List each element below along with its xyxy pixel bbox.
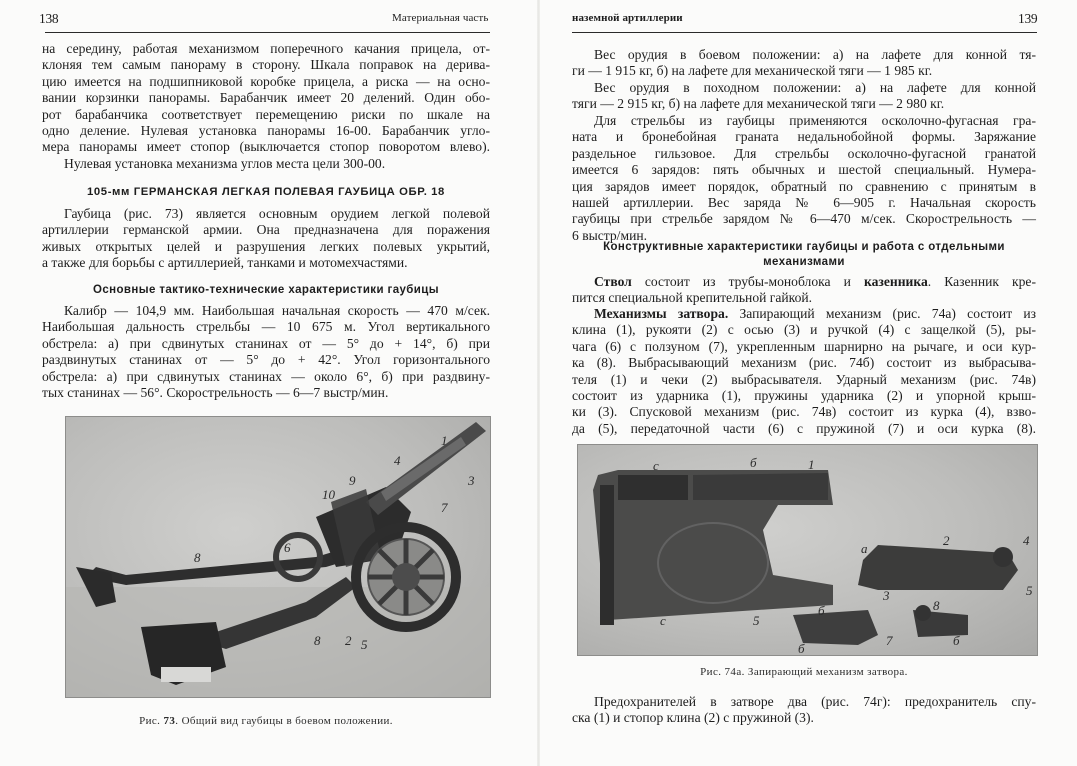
page-number: 138: [39, 11, 59, 26]
header-rule: [572, 32, 1037, 33]
text-line: Предохранителей в затворе два (рис. 74г): предохранитель спу-: [594, 694, 1036, 709]
figure-label: 7: [441, 500, 448, 515]
breech-mechanism-photo: [577, 444, 1038, 656]
text-line: состоит из ударника (1), пружины ударника (2) и упорной крыш-: [572, 388, 1036, 404]
ammo-paragraph: [572, 113, 1036, 244]
design-heading: Конструктивные характеристики гаубицы и работа с отдельными механизмами: [603, 241, 1005, 268]
weight-paragraph-combat: [572, 47, 1036, 113]
figure-label: б: [798, 641, 805, 655]
text-line: клоняя тем самым панораму в сторону. Шкала поправок на дерива-: [42, 57, 490, 73]
text-line: а также для борьбы с артиллерией, танками и мотомехчастями.: [42, 255, 408, 271]
text-line: клина (1), рукояти (2) с осью (3) и ручкой (4) с защелкой (5), ры-: [572, 322, 1036, 338]
text-line: мера панорамы имеет стопор (выключается стопор поворотом влево).: [42, 139, 490, 155]
text-line: ция зарядов имеет порядок, обратный по сравнению с принятым в: [572, 178, 1036, 194]
text-line: одно деление. Нулевая установка панорамы 16-00. Барабанчик угло-: [42, 123, 490, 139]
text-line: цию имеется на подшипниковой коробке прицела, а риска — на осно-: [42, 73, 490, 89]
text-line: артиллерии германской армии. Она предназначена для поражения: [42, 222, 490, 238]
figure-label: 8: [314, 633, 321, 648]
header-rule: [45, 32, 490, 33]
figure-caption: Рис. 73. Общий вид гаубицы в боевом положении.: [139, 715, 393, 727]
left-page: [0, 0, 538, 766]
breech-paragraph: [572, 306, 1036, 437]
text-line: на середину, работая механизмом поперечного качания прицела, от-: [42, 41, 490, 56]
right-page: [539, 0, 1077, 766]
text-line: ка (8). Выбрасывающий механизм (рис. 74б) состоит из выбрасыва-: [572, 355, 1036, 371]
text-line: раздвинутых станинах от — 5° до + 42°. Угол горизонтального: [42, 352, 490, 368]
text-line: тяги — 2 915 кг, б) на лафете для механической тяги — 2 980 кг.: [572, 96, 945, 112]
figure-label: 6: [284, 540, 291, 555]
text-line: Ствол состоит из трубы-моноблока и казенника. Казенник кре-: [594, 274, 1036, 289]
text-line: чага (6) с ползуном (7), укрепленным шарнирно на рычаге, и оси кур-: [572, 338, 1036, 354]
text-line: Нулевая установка механизма углов места цели 300-00.: [64, 155, 386, 171]
figure-label: 4: [394, 453, 401, 468]
text-line: рот барабанчика соответствует перемещению риски по шкале на: [42, 106, 490, 122]
section-heading: 105-мм ГЕРМАНСКАЯ ЛЕГКАЯ ПОЛЕВАЯ ГАУБИЦА ОБР. 18: [87, 186, 445, 198]
text-line: 6 выстр/мин.: [572, 227, 648, 243]
figure-label: 1: [808, 457, 815, 472]
figure-label: б: [818, 603, 825, 618]
figure-label: 3: [883, 588, 890, 603]
text-line: Вес орудия в боевом положении: а) на лафете для конной тя-: [594, 47, 1036, 62]
breech-block-illustration: [578, 445, 1037, 655]
text-line: Гаубица (рис. 73) является основным орудием легкой полевой: [64, 206, 490, 221]
figure-label: 8: [933, 598, 940, 613]
figure-caption: Рис. 74а. Запирающий механизм затвора.: [700, 666, 908, 678]
text-line: тых станинах — 56°. Скорострельность — 6—7 выстр/мин.: [42, 385, 389, 401]
figure-label: б: [953, 633, 960, 648]
text-line: обстрела: а) при сдвинутых станинах — около 6°, б) при раздвину-: [42, 368, 490, 384]
howitzer-photo: [65, 416, 491, 698]
text-line: теля (1) и чеки (2) выбрасывателя. Ударный механизм (рис. 74в): [572, 371, 1036, 387]
figure-label: 5: [361, 637, 368, 652]
specs-heading: Основные тактико-технические характеристики гаубицы: [93, 284, 439, 296]
figure-label: 2: [943, 533, 950, 548]
safety-paragraph: [572, 694, 1036, 727]
figure-label: c: [653, 458, 659, 473]
text-line: Вес орудия в походном положении: а) на лафете для конной: [594, 79, 1036, 95]
figure-label: 5: [1026, 583, 1033, 598]
text-line: Механизмы затвора. Запирающий механизм (рис. 74а) состоит из: [594, 306, 1037, 321]
barrel-paragraph: [572, 274, 1036, 307]
figure-label: a: [861, 541, 868, 556]
text-line: ки (3). Спусковой механизм (рис. 74в) состоит из курка (4), взво-: [572, 404, 1036, 420]
text-line: Наибольшая дальность стрельбы — 10 675 м. Угол вертикального: [42, 319, 490, 335]
text-line: вании корзинки панорамы. Барабанчик имеет 20 делений. Один обо-: [42, 90, 490, 106]
page-number: 139: [1018, 11, 1038, 26]
text-line: ната и бронебойная граната недальнобойной формы. Заряжание: [572, 129, 1036, 145]
howitzer-illustration: [66, 417, 490, 697]
text-line: Для стрельбы из гаубицы применяются осколочно-фугасная гра-: [594, 113, 1036, 128]
running-head: наземной артиллерии: [572, 12, 683, 24]
figure-label: 3: [468, 473, 475, 488]
text-line: живых открытых целей и разрушения легких полевых укрытий,: [42, 238, 490, 254]
text-line: да (5), передаточной части (6) с пружиной (7) и оси курка (8).: [572, 420, 1036, 436]
intro-paragraph: [42, 41, 490, 172]
figure-label: 1: [441, 433, 448, 448]
text-line: Калибр — 104,9 мм. Наибольшая начальная скорость — 470 м/сек.: [64, 303, 490, 318]
figure-label: 2: [345, 633, 352, 648]
running-head: Материальная часть: [392, 12, 489, 24]
text-line: раздельное гильзовое. Для стрельбы осколочно-фугасной гранатой: [572, 145, 1036, 161]
figure-label: б: [750, 455, 757, 470]
figure-label: 4: [1023, 533, 1030, 548]
figure-label: 5: [753, 613, 760, 628]
text-line: ги — 1 915 кг, б) на лафете для механической тяги — 1 985 кг.: [572, 63, 933, 79]
text-line: гаубицы при стрельбе зарядом № 6—470 м/сек. Скорострельность —: [572, 211, 1036, 227]
figure-label: c: [660, 613, 666, 628]
text-line: имеется 6 зарядов: пять обычных и шестой специальный. Нумера-: [572, 162, 1036, 178]
specs-paragraph: [42, 303, 490, 401]
text-line: нашей артиллерии. Вес заряда № 6—905 г. Начальная скорость: [572, 195, 1036, 211]
text-line: обстрела: а) при сдвинутых станинах от — 5° до + 14°, б) при: [42, 335, 490, 351]
text-line: ска (1) и стопор клина (2) с пружиной (3).: [572, 710, 814, 726]
figure-label: 9: [349, 473, 356, 488]
figure-label: 7: [886, 633, 893, 648]
figure-label: 8: [194, 550, 201, 565]
figure-label: 10: [322, 487, 335, 502]
text-line: пится специальной крепительной гайкой.: [572, 290, 813, 306]
description-paragraph: [42, 206, 490, 272]
